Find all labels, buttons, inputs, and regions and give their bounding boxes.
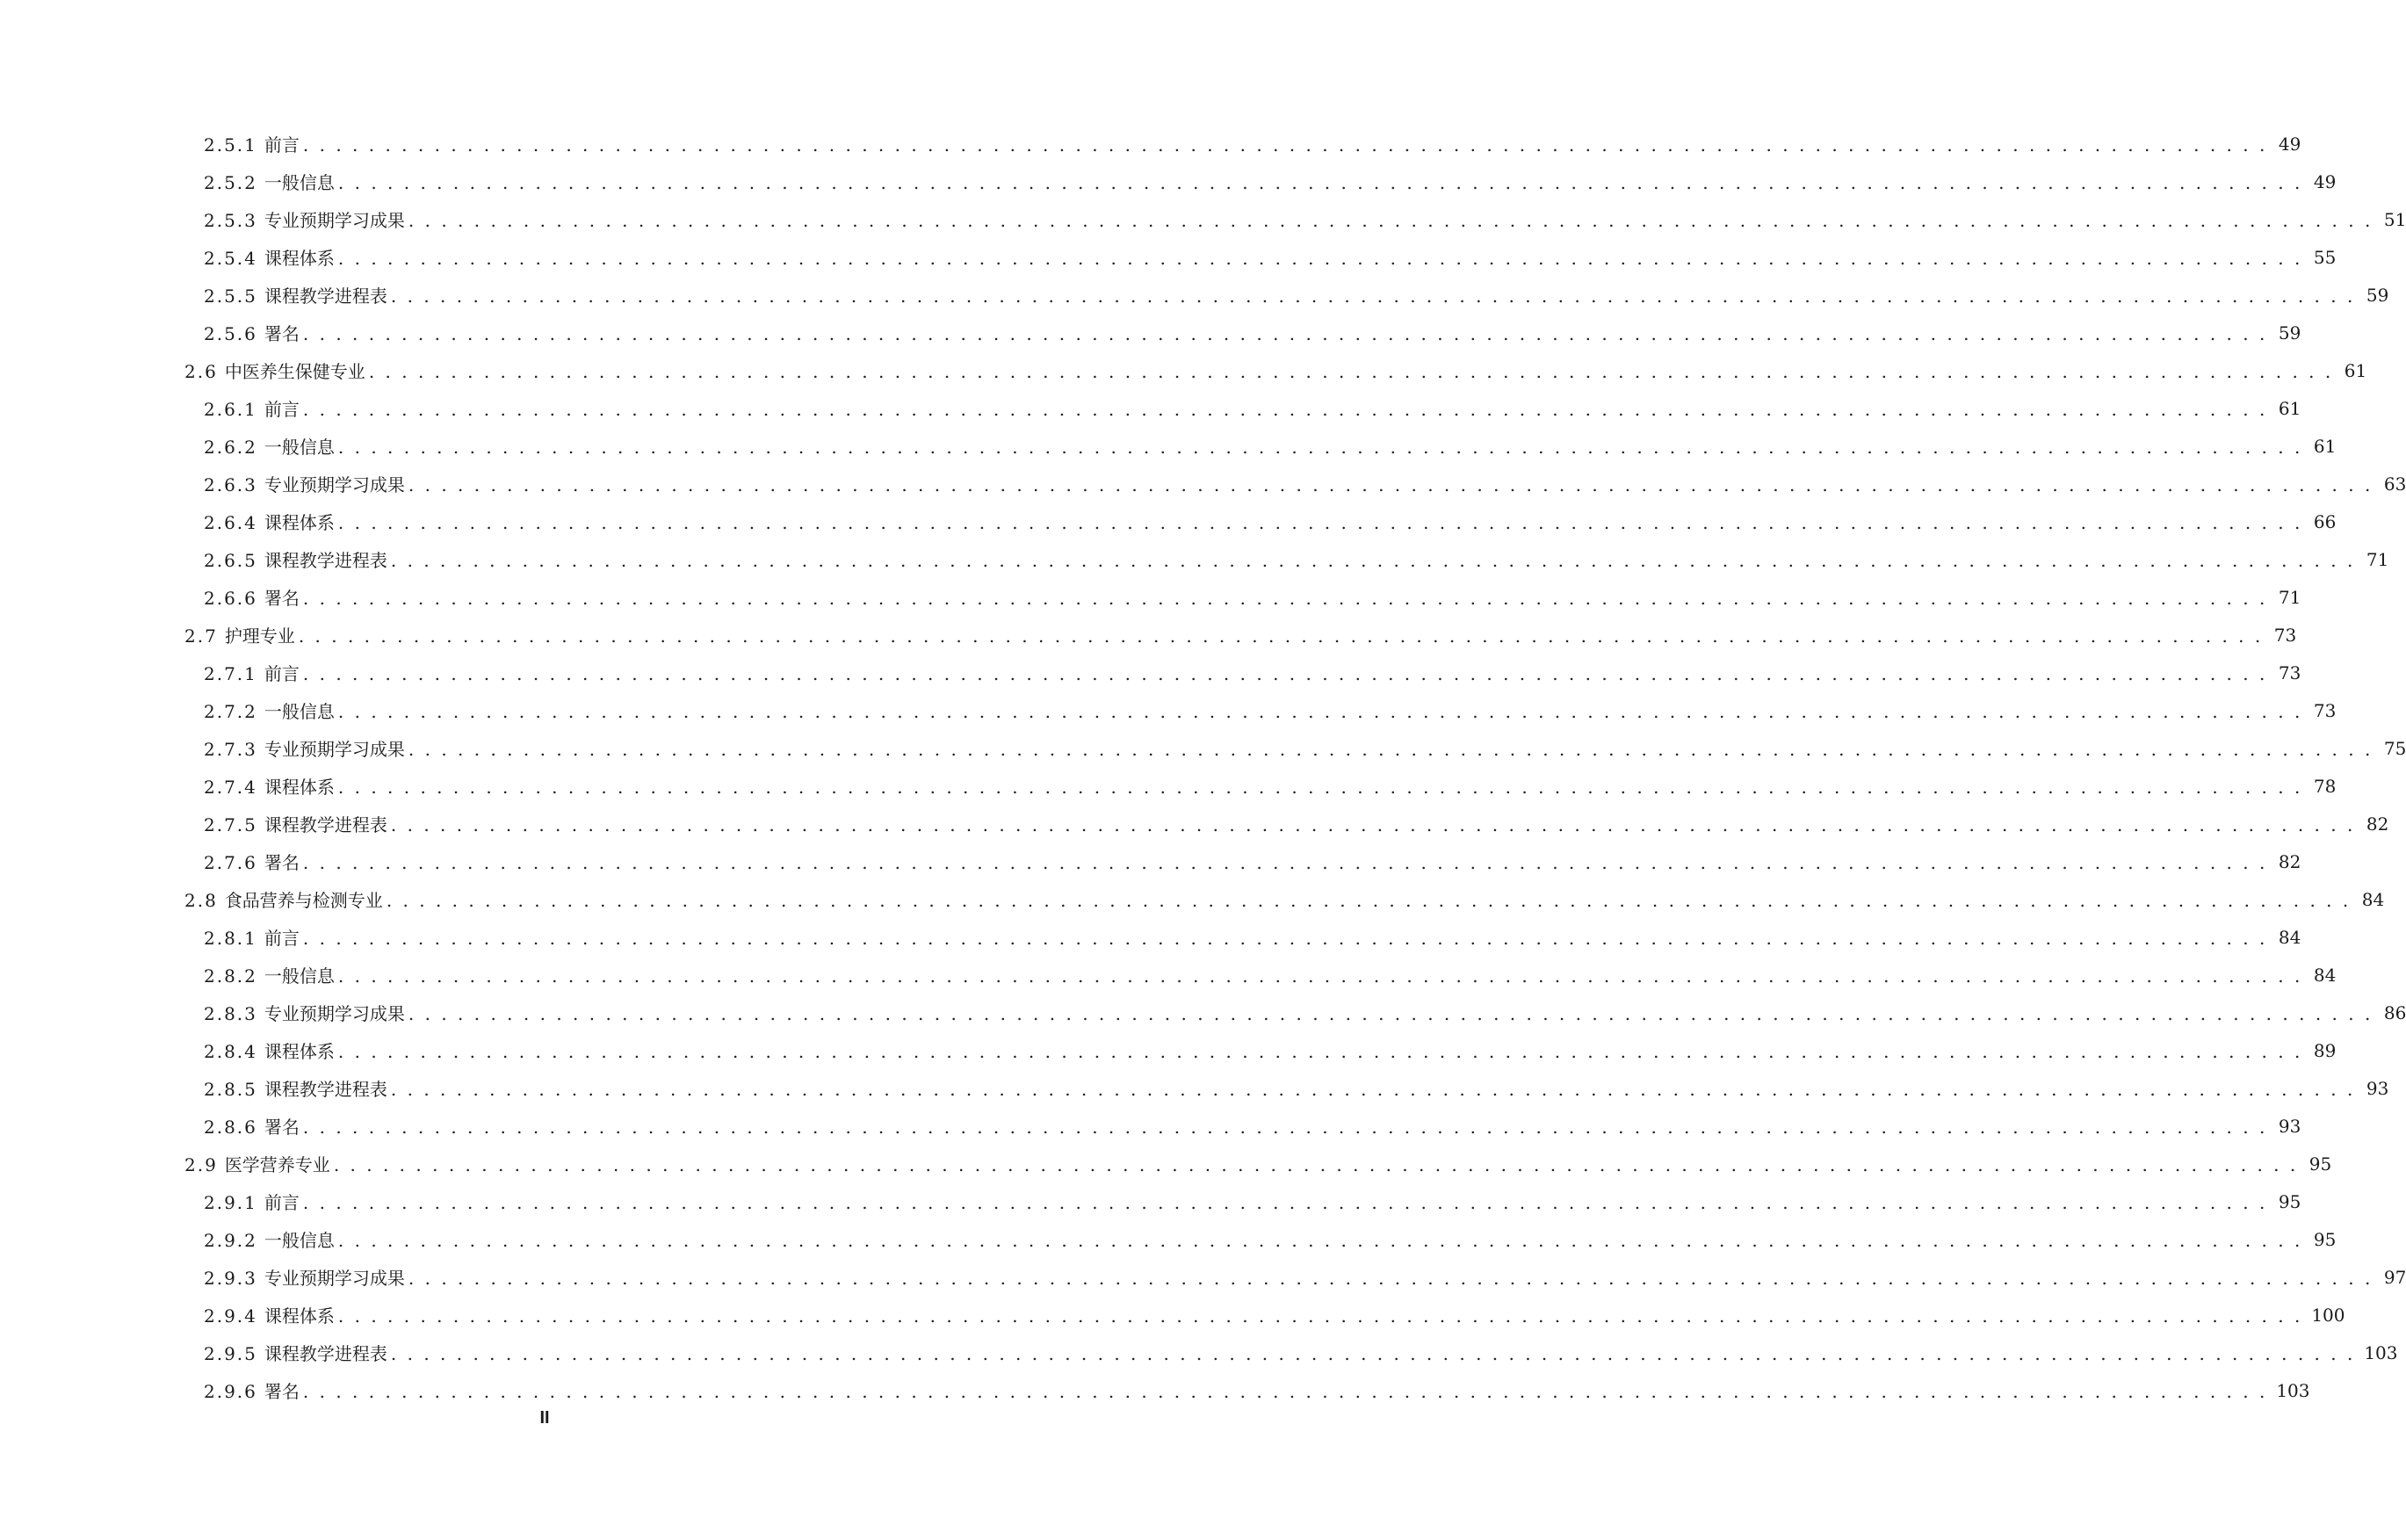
toc-entry-number: 2.6 xyxy=(184,361,218,382)
toc-entry-label xyxy=(204,169,335,194)
toc-entry-label xyxy=(204,509,335,534)
toc-entry-number: 2.5.1 xyxy=(204,134,257,155)
toc-dot-leader: . . . . . . . . . . . . . . . . . . . . . . . . . . . . . . . . . . . . . . . . . . . . . . . . . . . . . . . . . . . . . . . . . . . . . . . . . . . . . . . . . . . . . . . . . . . . . . . . . . . . . . . . . . . . . . . . . . . . . . . . xyxy=(390,285,2356,307)
toc-entry-number: 2.8.1 xyxy=(204,928,257,949)
toc-entry-title: 中医养生保健专业 xyxy=(224,361,365,382)
toc-entry-label xyxy=(204,962,335,987)
toc-dot-leader: . . . . . . . . . . . . . . . . . . . . . . . . . . . . . . . . . . . . . . . . . . . . . . . . . . . . . . . . . . . . . . . . . . . . . . . . . . . . . . . . . . . . . . . . . . . . . . . . . . . . . . . . . . . . . . . . . . . . . . . . xyxy=(408,1002,2373,1024)
toc-entry-title: 医学营养专业 xyxy=(224,1154,330,1175)
toc-entry-label xyxy=(204,395,300,421)
toc-entry[interactable] xyxy=(0,880,2385,918)
toc-entry-number: 2.9.6 xyxy=(204,1381,257,1402)
toc-entry-number: 2.5.5 xyxy=(204,286,257,307)
toc-entry-title: 前言 xyxy=(264,134,300,155)
toc-entry-page: 103 xyxy=(2364,1341,2398,1363)
toc-dot-leader: . . . . . . . . . . . . . . . . . . . . . . . . . . . . . . . . . . . . . . . . . . . . . . . . . . . . . . . . . . . . . . . . . . . . . . . . . . . . . . . . . . . . . . . . . . . . . . . . . . . . . . . . . . . . . . . . . . . . . . . . xyxy=(302,851,2268,873)
toc-dot-leader: . . . . . . . . . . . . . . . . . . . . . . . . . . . . . . . . . . . . . . . . . . . . . . . . . . . . . . . . . . . . . . . . . . . . . . . . . . . . . . . . . . . . . . . . . . . . . . . . . . . . . . . . . . . . . . . . . . . . . . . . xyxy=(298,625,2264,647)
toc-entry-number: 2.5.4 xyxy=(204,248,257,269)
toc-entry-label xyxy=(204,924,300,950)
toc-entry-page: 95 xyxy=(2313,1228,2337,1250)
toc-dot-leader: . . . . . . . . . . . . . . . . . . . . . . . . . . . . . . . . . . . . . . . . . . . . . . . . . . . . . . . . . . . . . . . . . . . . . . . . . . . . . . . . . . . . . . . . . . . . . . . . . . . . . . . . . . . . . . . . . . . . . . . . xyxy=(337,965,2303,987)
toc-entry-number: 2.9.5 xyxy=(204,1343,257,1364)
toc-entry-title: 署名 xyxy=(264,852,300,873)
toc-entry-page: 93 xyxy=(2278,1115,2301,1137)
toc-entry[interactable] xyxy=(0,389,2301,427)
toc-entry-title: 前言 xyxy=(264,928,300,949)
toc-entry-number: 2.9 xyxy=(184,1154,218,1175)
toc-dot-leader: . . . . . . . . . . . . . . . . . . . . . . . . . . . . . . . . . . . . . . . . . . . . . . . . . . . . . . . . . . . . . . . . . . . . . . . . . . . . . . . . . . . . . . . . . . . . . . . . . . . . . . . . . . . . . . . . . . . . . . . . xyxy=(408,209,2373,231)
toc-entry[interactable] xyxy=(0,200,2406,238)
toc-entry[interactable] xyxy=(0,1182,2301,1220)
toc-entry-page: 71 xyxy=(2366,548,2389,570)
toc-entry-page: 73 xyxy=(2273,624,2297,646)
toc-entry-page: 51 xyxy=(2383,208,2406,230)
toc-dot-leader: . . . . . . . . . . . . . . . . . . . . . . . . . . . . . . . . . . . . . . . . . . . . . . . . . . . . . . . . . . . . . . . . . . . . . . . . . . . . . . . . . . . . . . . . . . . . . . . . . . . . . . . . . . . . . . . . . . . . . . . . xyxy=(337,247,2303,269)
toc-dot-leader: . . . . . . . . . . . . . . . . . . . . . . . . . . . . . . . . . . . . . . . . . . . . . . . . . . . . . . . . . . . . . . . . . . . . . . . . . . . . . . . . . . . . . . . . . . . . . . . . . . . . . . . . . . . . . . . . . . . . . . . . xyxy=(337,700,2303,722)
toc-entry-label xyxy=(204,1189,300,1214)
toc-entry-page: 84 xyxy=(2361,888,2385,910)
toc-dot-leader: . . . . . . . . . . . . . . . . . . . . . . . . . . . . . . . . . . . . . . . . . . . . . . . . . . . . . . . . . . . . . . . . . . . . . . . . . . . . . . . . . . . . . . . . . . . . . . . . . . . . . . . . . . . . . . . . . . . . . . . . xyxy=(302,322,2268,344)
toc-entry-page: 84 xyxy=(2313,964,2337,986)
toc-entry-page: 95 xyxy=(2308,1153,2332,1175)
toc-entry[interactable] xyxy=(0,427,2337,465)
toc-entry-label xyxy=(204,1377,300,1403)
toc-entry-number: 2.9.4 xyxy=(204,1305,257,1327)
toc-entry[interactable] xyxy=(0,163,2337,200)
toc-entry-page: 49 xyxy=(2313,170,2337,192)
toc-entry-label xyxy=(184,622,295,647)
toc-entry-label xyxy=(204,1038,335,1063)
toc-entry-label xyxy=(204,773,335,799)
toc-entry-title: 前言 xyxy=(264,399,300,420)
toc-entry[interactable] xyxy=(0,1107,2301,1145)
toc-entry-page: 75 xyxy=(2383,737,2406,759)
toc-entry[interactable] xyxy=(0,238,2337,276)
toc-entry-title: 课程教学进程表 xyxy=(264,1079,387,1100)
toc-entry-page: 100 xyxy=(2311,1304,2345,1326)
toc-entry-label xyxy=(204,206,405,232)
toc-entry[interactable] xyxy=(0,351,2367,389)
toc-dot-leader: . . . . . . . . . . . . . . . . . . . . . . . . . . . . . . . . . . . . . . . . . . . . . . . . . . . . . . . . . . . . . . . . . . . . . . . . . . . . . . . . . . . . . . . . . . . . . . . . . . . . . . . . . . . . . . . . . . . . . . . . xyxy=(302,1116,2268,1138)
toc-entry[interactable] xyxy=(0,805,2389,842)
toc-entry-title: 一般信息 xyxy=(264,701,335,722)
page-number: II xyxy=(539,1408,550,1428)
toc-entry-page: 61 xyxy=(2278,397,2301,419)
toc-entry-page: 71 xyxy=(2278,586,2301,608)
toc-entry-title: 一般信息 xyxy=(264,965,335,987)
toc-entry[interactable] xyxy=(0,691,2337,729)
toc-entry-number: 2.7.2 xyxy=(204,701,257,722)
toc-entry-label xyxy=(204,1226,335,1252)
toc-entry-page: 84 xyxy=(2278,926,2301,948)
table-of-contents xyxy=(0,125,2406,1409)
toc-dot-leader: . . . . . . . . . . . . . . . . . . . . . . . . . . . . . . . . . . . . . . . . . . . . . . . . . . . . . . . . . . . . . . . . . . . . . . . . . . . . . . . . . . . . . . . . . . . . . . . . . . . . . . . . . . . . . . . . . . . . . . . . xyxy=(302,587,2268,609)
toc-entry[interactable] xyxy=(0,502,2337,540)
toc-entry[interactable] xyxy=(0,540,2389,578)
toc-entry-page: 63 xyxy=(2383,473,2406,495)
toc-dot-leader: . . . . . . . . . . . . . . . . . . . . . . . . . . . . . . . . . . . . . . . . . . . . . . . . . . . . . . . . . . . . . . . . . . . . . . . . . . . . . . . . . . . . . . . . . . . . . . . . . . . . . . . . . . . . . . . . . . . . . . . . xyxy=(337,1305,2303,1327)
toc-dot-leader: . . . . . . . . . . . . . . . . . . . . . . . . . . . . . . . . . . . . . . . . . . . . . . . . . . . . . . . . . . . . . . . . . . . . . . . . . . . . . . . . . . . . . . . . . . . . . . . . . . . . . . . . . . . . . . . . . . . . . . . . xyxy=(390,1342,2356,1364)
toc-entry-number: 2.6.4 xyxy=(204,512,257,533)
toc-entry-label xyxy=(204,811,387,836)
toc-entry[interactable] xyxy=(0,918,2301,956)
toc-entry-title: 课程教学进程表 xyxy=(264,550,387,571)
toc-entry[interactable] xyxy=(0,465,2406,502)
toc-entry-number: 2.8 xyxy=(184,890,218,911)
toc-dot-leader: . . . . . . . . . . . . . . . . . . . . . . . . . . . . . . . . . . . . . . . . . . . . . . . . . . . . . . . . . . . . . . . . . . . . . . . . . . . . . . . . . . . . . . . . . . . . . . . . . . . . . . . . . . . . . . . . . . . . . . . . xyxy=(302,1380,2268,1402)
toc-dot-leader: . . . . . . . . . . . . . . . . . . . . . . . . . . . . . . . . . . . . . . . . . . . . . . . . . . . . . . . . . . . . . . . . . . . . . . . . . . . . . . . . . . . . . . . . . . . . . . . . . . . . . . . . . . . . . . . . . . . . . . . . xyxy=(302,398,2268,420)
toc-entry-number: 2.9.2 xyxy=(204,1230,257,1251)
toc-entry-number: 2.8.6 xyxy=(204,1117,257,1138)
toc-entry-title: 课程教学进程表 xyxy=(264,1343,387,1364)
toc-entry-label xyxy=(204,244,335,270)
toc-entry[interactable] xyxy=(0,1069,2389,1107)
toc-entry-title: 课程体系 xyxy=(264,512,335,533)
toc-entry-label xyxy=(204,1340,387,1365)
toc-entry[interactable] xyxy=(0,729,2406,767)
toc-entry-page: 97 xyxy=(2383,1266,2406,1288)
toc-entry-title: 一般信息 xyxy=(264,437,335,458)
toc-entry-label xyxy=(204,131,300,156)
toc-entry-number: 2.7.3 xyxy=(204,739,257,760)
toc-entry-label xyxy=(184,886,383,912)
toc-entry-page: 78 xyxy=(2313,775,2337,797)
toc-entry-page: 61 xyxy=(2313,435,2337,457)
toc-entry[interactable] xyxy=(0,842,2301,880)
toc-entry-label xyxy=(204,1000,405,1025)
toc-entry-page: 89 xyxy=(2313,1039,2337,1061)
toc-entry-label xyxy=(204,735,405,761)
toc-dot-leader: . . . . . . . . . . . . . . . . . . . . . . . . . . . . . . . . . . . . . . . . . . . . . . . . . . . . . . . . . . . . . . . . . . . . . . . . . . . . . . . . . . . . . . . . . . . . . . . . . . . . . . . . . . . . . . . . . . . . . . . . xyxy=(302,134,2268,155)
toc-entry-number: 2.6.1 xyxy=(204,399,257,420)
toc-entry-number: 2.7.1 xyxy=(204,663,257,684)
toc-entry-title: 课程体系 xyxy=(264,1305,335,1327)
toc-dot-leader: . . . . . . . . . . . . . . . . . . . . . . . . . . . . . . . . . . . . . . . . . . . . . . . . . . . . . . . . . . . . . . . . . . . . . . . . . . . . . . . . . . . . . . . . . . . . . . . . . . . . . . . . . . . . . . . . . . . . . . . . xyxy=(337,1040,2303,1062)
toc-entry-number: 2.8.3 xyxy=(204,1003,257,1024)
toc-entry-label xyxy=(204,698,335,723)
toc-entry-number: 2.6.5 xyxy=(204,550,257,571)
toc-entry[interactable] xyxy=(0,1334,2398,1371)
toc-entry[interactable] xyxy=(0,1296,2345,1334)
toc-entry-page: 95 xyxy=(2278,1190,2301,1212)
toc-entry-title: 课程体系 xyxy=(264,248,335,269)
toc-dot-leader: . . . . . . . . . . . . . . . . . . . . . . . . . . . . . . . . . . . . . . . . . . . . . . . . . . . . . . . . . . . . . . . . . . . . . . . . . . . . . . . . . . . . . . . . . . . . . . . . . . . . . . . . . . . . . . . . . . . . . . . . xyxy=(337,436,2303,458)
toc-entry-label xyxy=(204,1302,335,1327)
toc-entry-title: 专业预期学习成果 xyxy=(264,474,405,495)
toc-entry[interactable] xyxy=(0,1031,2337,1069)
toc-entry[interactable] xyxy=(0,125,2301,163)
toc-entry-title: 专业预期学习成果 xyxy=(264,1003,405,1024)
toc-dot-leader: . . . . . . . . . . . . . . . . . . . . . . . . . . . . . . . . . . . . . . . . . . . . . . . . . . . . . . . . . . . . . . . . . . . . . . . . . . . . . . . . . . . . . . . . . . . . . . . . . . . . . . . . . . . . . . . . . . . . . . . . xyxy=(390,549,2356,571)
toc-entry-title: 食品营养与检测专业 xyxy=(224,890,383,911)
toc-entry[interactable] xyxy=(0,654,2301,691)
toc-entry-number: 2.7 xyxy=(184,625,218,647)
toc-entry[interactable] xyxy=(0,767,2337,805)
toc-entry[interactable] xyxy=(0,1258,2406,1296)
toc-entry[interactable] xyxy=(0,1371,2310,1409)
toc-entry-title: 一般信息 xyxy=(264,172,335,193)
toc-dot-leader: . . . . . . . . . . . . . . . . . . . . . . . . . . . . . . . . . . . . . . . . . . . . . . . . . . . . . . . . . . . . . . . . . . . . . . . . . . . . . . . . . . . . . . . . . . . . . . . . . . . . . . . . . . . . . . . . . . . . . . . . xyxy=(337,511,2303,533)
toc-entry-label xyxy=(204,433,335,459)
toc-entry-number: 2.8.4 xyxy=(204,1041,257,1062)
toc-entry[interactable] xyxy=(0,1145,2332,1182)
toc-entry-title: 课程体系 xyxy=(264,1041,335,1062)
toc-entry-page: 59 xyxy=(2366,284,2389,306)
toc-entry-label xyxy=(204,1075,387,1101)
toc-entry-title: 课程教学进程表 xyxy=(264,814,387,835)
toc-dot-leader: . . . . . . . . . . . . . . . . . . . . . . . . . . . . . . . . . . . . . . . . . . . . . . . . . . . . . . . . . . . . . . . . . . . . . . . . . . . . . . . . . . . . . . . . . . . . . . . . . . . . . . . . . . . . . . . . . . . . . . . . xyxy=(337,776,2303,798)
toc-entry-title: 署名 xyxy=(264,1381,300,1402)
toc-entry-number: 2.9.3 xyxy=(204,1268,257,1289)
toc-entry-title: 专业预期学习成果 xyxy=(264,210,405,231)
toc-entry-page: 61 xyxy=(2344,359,2367,381)
toc-entry-number: 2.6.6 xyxy=(204,588,257,609)
toc-entry-page: 93 xyxy=(2366,1077,2389,1099)
toc-entry-title: 课程教学进程表 xyxy=(264,286,387,307)
toc-entry-label xyxy=(204,320,300,345)
toc-entry-label xyxy=(204,471,405,496)
toc-entry-number: 2.7.5 xyxy=(204,814,257,835)
toc-dot-leader: . . . . . . . . . . . . . . . . . . . . . . . . . . . . . . . . . . . . . . . . . . . . . . . . . . . . . . . . . . . . . . . . . . . . . . . . . . . . . . . . . . . . . . . . . . . . . . . . . . . . . . . . . . . . . . . . . . . . . . . . xyxy=(386,889,2352,911)
toc-entry-number: 2.5.2 xyxy=(204,172,257,193)
toc-entry-label xyxy=(184,1151,330,1176)
toc-entry-label xyxy=(204,849,300,874)
toc-entry-page: 49 xyxy=(2278,133,2301,155)
toc-entry-page: 55 xyxy=(2313,246,2337,268)
toc-entry-page: 59 xyxy=(2278,322,2301,343)
toc-entry-number: 2.6.2 xyxy=(204,437,257,458)
toc-entry-label xyxy=(184,358,365,383)
toc-entry-label xyxy=(204,1113,300,1139)
toc-entry-number: 2.7.6 xyxy=(204,852,257,873)
toc-dot-leader: . . . . . . . . . . . . . . . . . . . . . . . . . . . . . . . . . . . . . . . . . . . . . . . . . . . . . . . . . . . . . . . . . . . . . . . . . . . . . . . . . . . . . . . . . . . . . . . . . . . . . . . . . . . . . . . . . . . . . . . . xyxy=(333,1153,2299,1175)
toc-entry[interactable] xyxy=(0,578,2301,616)
toc-entry-label xyxy=(204,584,300,610)
toc-entry[interactable] xyxy=(0,956,2337,994)
toc-dot-leader: . . . . . . . . . . . . . . . . . . . . . . . . . . . . . . . . . . . . . . . . . . . . . . . . . . . . . . . . . . . . . . . . . . . . . . . . . . . . . . . . . . . . . . . . . . . . . . . . . . . . . . . . . . . . . . . . . . . . . . . . xyxy=(390,813,2356,835)
toc-entry[interactable] xyxy=(0,314,2301,351)
toc-entry-number: 2.5.6 xyxy=(204,323,257,344)
toc-entry[interactable] xyxy=(0,616,2297,654)
toc-dot-leader: . . . . . . . . . . . . . . . . . . . . . . . . . . . . . . . . . . . . . . . . . . . . . . . . . . . . . . . . . . . . . . . . . . . . . . . . . . . . . . . . . . . . . . . . . . . . . . . . . . . . . . . . . . . . . . . . . . . . . . . . xyxy=(368,360,2334,382)
toc-entry-page: 103 xyxy=(2276,1379,2310,1401)
toc-entry-page: 73 xyxy=(2313,699,2337,721)
toc-entry-label xyxy=(204,282,387,307)
toc-entry-title: 前言 xyxy=(264,663,300,684)
toc-entry-label xyxy=(204,660,300,685)
toc-entry[interactable] xyxy=(0,994,2406,1031)
toc-entry-number: 2.7.4 xyxy=(204,777,257,798)
toc-entry-page: 66 xyxy=(2313,510,2337,532)
toc-dot-leader: . . . . . . . . . . . . . . . . . . . . . . . . . . . . . . . . . . . . . . . . . . . . . . . . . . . . . . . . . . . . . . . . . . . . . . . . . . . . . . . . . . . . . . . . . . . . . . . . . . . . . . . . . . . . . . . . . . . . . . . . xyxy=(337,1229,2303,1251)
toc-entry-label xyxy=(204,546,387,572)
toc-dot-leader: . . . . . . . . . . . . . . . . . . . . . . . . . . . . . . . . . . . . . . . . . . . . . . . . . . . . . . . . . . . . . . . . . . . . . . . . . . . . . . . . . . . . . . . . . . . . . . . . . . . . . . . . . . . . . . . . . . . . . . . . xyxy=(337,171,2303,193)
toc-entry-title: 署名 xyxy=(264,1117,300,1138)
toc-entry-title: 一般信息 xyxy=(264,1230,335,1251)
toc-entry-page: 82 xyxy=(2278,850,2301,872)
toc-dot-leader: . . . . . . . . . . . . . . . . . . . . . . . . . . . . . . . . . . . . . . . . . . . . . . . . . . . . . . . . . . . . . . . . . . . . . . . . . . . . . . . . . . . . . . . . . . . . . . . . . . . . . . . . . . . . . . . . . . . . . . . . xyxy=(390,1078,2356,1100)
toc-entry-page: 82 xyxy=(2366,813,2389,835)
toc-dot-leader: . . . . . . . . . . . . . . . . . . . . . . . . . . . . . . . . . . . . . . . . . . . . . . . . . . . . . . . . . . . . . . . . . . . . . . . . . . . . . . . . . . . . . . . . . . . . . . . . . . . . . . . . . . . . . . . . . . . . . . . . xyxy=(302,1191,2268,1213)
toc-entry[interactable] xyxy=(0,1220,2337,1258)
toc-dot-leader: . . . . . . . . . . . . . . . . . . . . . . . . . . . . . . . . . . . . . . . . . . . . . . . . . . . . . . . . . . . . . . . . . . . . . . . . . . . . . . . . . . . . . . . . . . . . . . . . . . . . . . . . . . . . . . . . . . . . . . . . xyxy=(408,738,2373,760)
toc-entry-number: 2.8.5 xyxy=(204,1079,257,1100)
toc-entry-title: 专业预期学习成果 xyxy=(264,1268,405,1289)
toc-entry[interactable] xyxy=(0,276,2389,314)
toc-entry-title: 前言 xyxy=(264,1192,300,1213)
toc-entry-page: 86 xyxy=(2383,1001,2406,1023)
toc-entry-number: 2.9.1 xyxy=(204,1192,257,1213)
toc-entry-page: 73 xyxy=(2278,662,2301,683)
toc-entry-title: 护理专业 xyxy=(224,625,295,647)
toc-dot-leader: . . . . . . . . . . . . . . . . . . . . . . . . . . . . . . . . . . . . . . . . . . . . . . . . . . . . . . . . . . . . . . . . . . . . . . . . . . . . . . . . . . . . . . . . . . . . . . . . . . . . . . . . . . . . . . . . . . . . . . . . xyxy=(408,474,2373,495)
toc-dot-leader: . . . . . . . . . . . . . . . . . . . . . . . . . . . . . . . . . . . . . . . . . . . . . . . . . . . . . . . . . . . . . . . . . . . . . . . . . . . . . . . . . . . . . . . . . . . . . . . . . . . . . . . . . . . . . . . . . . . . . . . . xyxy=(302,927,2268,949)
toc-entry-title: 课程体系 xyxy=(264,777,335,798)
toc-entry-number: 2.6.3 xyxy=(204,474,257,495)
toc-entry-number: 2.5.3 xyxy=(204,210,257,231)
toc-entry-number: 2.8.2 xyxy=(204,965,257,987)
toc-entry-title: 专业预期学习成果 xyxy=(264,739,405,760)
toc-dot-leader: . . . . . . . . . . . . . . . . . . . . . . . . . . . . . . . . . . . . . . . . . . . . . . . . . . . . . . . . . . . . . . . . . . . . . . . . . . . . . . . . . . . . . . . . . . . . . . . . . . . . . . . . . . . . . . . . . . . . . . . . xyxy=(408,1267,2373,1289)
toc-entry-label xyxy=(204,1264,405,1290)
toc-entry-title: 署名 xyxy=(264,323,300,344)
toc-dot-leader: . . . . . . . . . . . . . . . . . . . . . . . . . . . . . . . . . . . . . . . . . . . . . . . . . . . . . . . . . . . . . . . . . . . . . . . . . . . . . . . . . . . . . . . . . . . . . . . . . . . . . . . . . . . . . . . . . . . . . . . . xyxy=(302,662,2268,684)
toc-entry-title: 署名 xyxy=(264,588,300,609)
